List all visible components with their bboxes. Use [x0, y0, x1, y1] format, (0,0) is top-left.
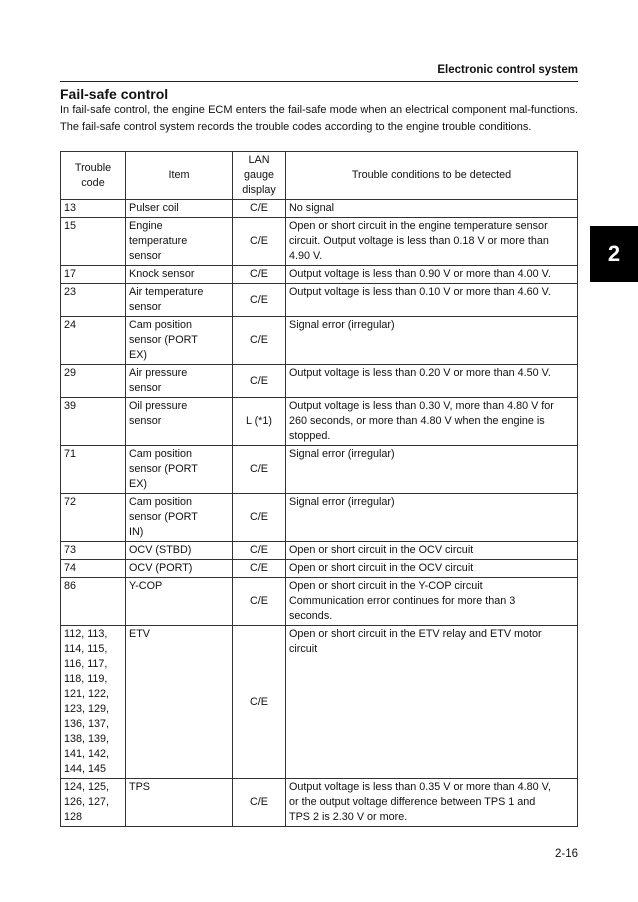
- table-header-row: [61, 152, 578, 200]
- trouble-code-cell: 23: [61, 284, 126, 317]
- lan-display-cell: C/E: [233, 365, 286, 398]
- lan-display-cell: C/E: [233, 284, 286, 317]
- condition-cell: Open or short circuit in the Y-COP circuit Communication error continues for more than 3 seconds.: [286, 578, 578, 626]
- trouble-code-cell: 124, 125, 126, 127, 128: [61, 779, 126, 827]
- trouble-code-cell: 72: [61, 494, 126, 542]
- header-divider: [60, 81, 578, 82]
- lan-display-cell: C/E: [233, 494, 286, 542]
- lan-display-cell: C/E: [233, 779, 286, 827]
- condition-cell: Output voltage is less than 0.90 V or more than 4.00 V.: [286, 266, 578, 284]
- chapter-tab: 2: [590, 226, 638, 282]
- lan-display-cell: C/E: [233, 560, 286, 578]
- header-lan-display: LAN gauge display: [233, 152, 286, 200]
- table-row: [61, 317, 578, 365]
- page-number: 2-16: [554, 848, 578, 860]
- item-cell: Cam position sensor (PORT EX): [126, 317, 233, 365]
- trouble-code-table: [60, 151, 578, 827]
- condition-cell: Output voltage is less than 0.20 V or more than 4.50 V.: [286, 365, 578, 398]
- lan-display-cell: C/E: [233, 200, 286, 218]
- condition-cell: Output voltage is less than 0.35 V or more than 4.80 V, or the output voltage difference between TPS 1 and TPS 2 is 2.30 V or more.: [286, 779, 578, 827]
- table-row: [61, 779, 578, 827]
- table-row: [61, 365, 578, 398]
- condition-cell: Open or short circuit in the OCV circuit: [286, 560, 578, 578]
- trouble-code-cell: 112, 113, 114, 115, 116, 117, 118, 119, 121, 122, 123, 129, 136, 137, 138, 139, 141, 142, 144, 145: [61, 626, 126, 779]
- table-row: [61, 266, 578, 284]
- lan-display-cell: L (*1): [233, 398, 286, 446]
- table-row: [61, 560, 578, 578]
- item-cell: Y-COP: [126, 578, 233, 626]
- table-row: [61, 218, 578, 266]
- intro-paragraph: In fail-safe control, the engine ECM enters the fail-safe mode when an electrical component mal-functions. The fail-safe control system records the trouble codes according to the engine trouble conditions.: [60, 104, 578, 133]
- condition-cell: Signal error (irregular): [286, 317, 578, 365]
- table-row: [61, 200, 578, 218]
- trouble-code-cell: 39: [61, 398, 126, 446]
- item-cell: TPS: [126, 779, 233, 827]
- condition-cell: Open or short circuit in the ETV relay and ETV motor circuit: [286, 626, 578, 779]
- trouble-code-cell: 73: [61, 542, 126, 560]
- item-cell: Air temperature sensor: [126, 284, 233, 317]
- trouble-code-cell: 15: [61, 218, 126, 266]
- item-cell: Knock sensor: [126, 266, 233, 284]
- trouble-code-cell: 29: [61, 365, 126, 398]
- header-trouble-conditions: Trouble conditions to be detected: [286, 152, 578, 200]
- trouble-code-cell: 13: [61, 200, 126, 218]
- condition-cell: No signal: [286, 200, 578, 218]
- condition-cell: Output voltage is less than 0.10 V or more than 4.60 V.: [286, 284, 578, 317]
- section-title: Fail-safe control: [60, 86, 169, 102]
- table-row: [61, 398, 578, 446]
- item-cell: Pulser coil: [126, 200, 233, 218]
- condition-cell: Signal error (irregular): [286, 494, 578, 542]
- lan-display-cell: C/E: [233, 317, 286, 365]
- lan-display-cell: C/E: [233, 542, 286, 560]
- item-cell: Air pressure sensor: [126, 365, 233, 398]
- lan-display-cell: C/E: [233, 446, 286, 494]
- trouble-code-cell: 24: [61, 317, 126, 365]
- item-cell: Cam position sensor (PORT EX): [126, 446, 233, 494]
- table-row: [61, 284, 578, 317]
- table-row: [61, 626, 578, 779]
- item-cell: OCV (STBD): [126, 542, 233, 560]
- trouble-code-cell: 74: [61, 560, 126, 578]
- table-row: [61, 542, 578, 560]
- condition-cell: Signal error (irregular): [286, 446, 578, 494]
- header-item: Item: [126, 152, 233, 200]
- running-header: Electronic control system: [437, 64, 578, 76]
- lan-display-cell: C/E: [233, 578, 286, 626]
- trouble-code-cell: 71: [61, 446, 126, 494]
- item-cell: Engine temperature sensor: [126, 218, 233, 266]
- item-cell: ETV: [126, 626, 233, 779]
- lan-display-cell: C/E: [233, 626, 286, 779]
- trouble-code-cell: 86: [61, 578, 126, 626]
- lan-display-cell: C/E: [233, 266, 286, 284]
- condition-cell: Open or short circuit in the OCV circuit: [286, 542, 578, 560]
- condition-cell: Open or short circuit in the engine temperature sensor circuit. Output voltage is less than 0.18 V or more than 4.90 V.: [286, 218, 578, 266]
- item-cell: Oil pressure sensor: [126, 398, 233, 446]
- trouble-code-cell: 17: [61, 266, 126, 284]
- header-trouble-code: Trouble code: [61, 152, 126, 200]
- table-row: [61, 578, 578, 626]
- item-cell: Cam position sensor (PORT IN): [126, 494, 233, 542]
- item-cell: OCV (PORT): [126, 560, 233, 578]
- condition-cell: Output voltage is less than 0.30 V, more than 4.80 V for 260 seconds, or more than 4.80 V when the engine is stopped.: [286, 398, 578, 446]
- lan-display-cell: C/E: [233, 218, 286, 266]
- table-row: [61, 494, 578, 542]
- table-row: [61, 446, 578, 494]
